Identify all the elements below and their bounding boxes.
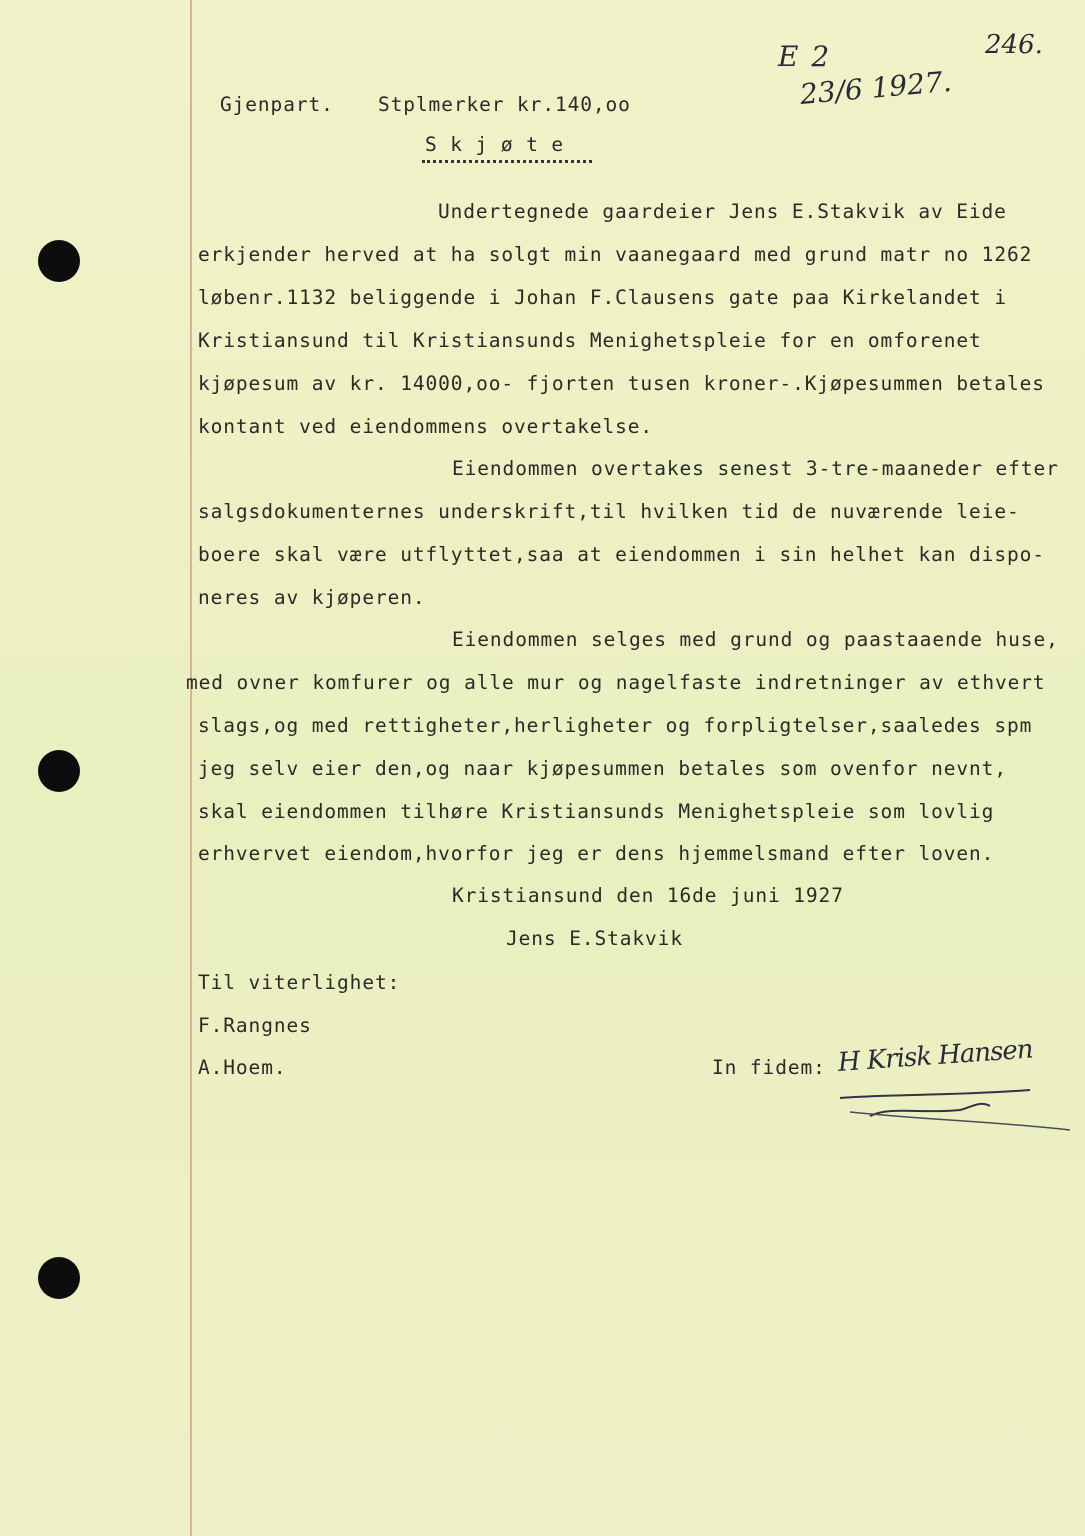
body-line: neres av kjøperen.: [198, 586, 426, 609]
seller-name: Jens E.Stakvik: [506, 927, 683, 950]
signature-flourish: [830, 1050, 1075, 1140]
title-underline: [422, 160, 592, 163]
punch-hole-top: [38, 240, 80, 282]
body-line: løbenr.1132 beliggende i Johan F.Clausens gate paa Kirkelandet i: [198, 286, 1007, 309]
body-line: boere skal være utflyttet,saa at eiendommen i sin helhet kan dispo-: [198, 543, 1045, 566]
body-line: Eiendommen selges med grund og paastaaende huse,: [452, 628, 1059, 651]
margin-note-date: 23/6 1927.: [798, 64, 953, 111]
witness-label: Til viterlighet:: [198, 971, 401, 994]
body-line: Undertegnede gaardeier Jens E.Stakvik av Eide: [438, 200, 1007, 223]
place-date-line: Kristiansund den 16de juni 1927: [452, 884, 844, 907]
body-line: Kristiansund til Kristiansunds Menighetspleie for en omforenet: [198, 329, 982, 352]
stamp-text: Stplmerker kr.140,oo: [378, 93, 631, 116]
punch-hole-middle: [38, 750, 80, 792]
witness-name: A.Hoem.: [198, 1056, 287, 1079]
body-line: kjøpesum av kr. 14000,oo- fjorten tusen kroner-.Kjøpesummen betales: [198, 372, 1045, 395]
copy-label: Gjenpart.: [220, 93, 334, 116]
body-line: med ovner komfurer og alle mur og nagelfaste indretninger av ethvert: [186, 671, 1046, 694]
margin-rule: [190, 0, 192, 1536]
in-fidem-label: In fidem:: [712, 1056, 826, 1079]
body-line: slags,og med rettigheter,herligheter og forpligtelser,saaledes spm: [198, 714, 1033, 737]
body-line: erhvervet eiendom,hvorfor jeg er dens hjemmelsmand efter loven.: [198, 842, 995, 865]
margin-note-top: E 2: [778, 40, 832, 73]
body-line: jeg selv eier den,og naar kjøpesummen betales som ovenfor nevnt,: [198, 757, 1007, 780]
body-line: kontant ved eiendommens overtakelse.: [198, 415, 654, 438]
punch-hole-bottom: [38, 1257, 80, 1299]
page-number: 246.: [985, 30, 1043, 60]
body-line: erkjender herved at ha solgt min vaanegaard med grund matr no 1262: [198, 243, 1033, 266]
body-line: salgsdokumenternes underskrift,til hvilken tid de nuværende leie-: [198, 500, 1020, 523]
body-line: skal eiendommen tilhøre Kristiansunds Menighetspleie som lovlig: [198, 800, 995, 823]
in-fidem-signature: H Krisk Hansen: [836, 1034, 1034, 1078]
document-title: S k j ø t e: [425, 133, 565, 156]
body-line: Eiendommen overtakes senest 3-tre-maaneder efter: [452, 457, 1059, 480]
witness-name: F.Rangnes: [198, 1014, 312, 1037]
